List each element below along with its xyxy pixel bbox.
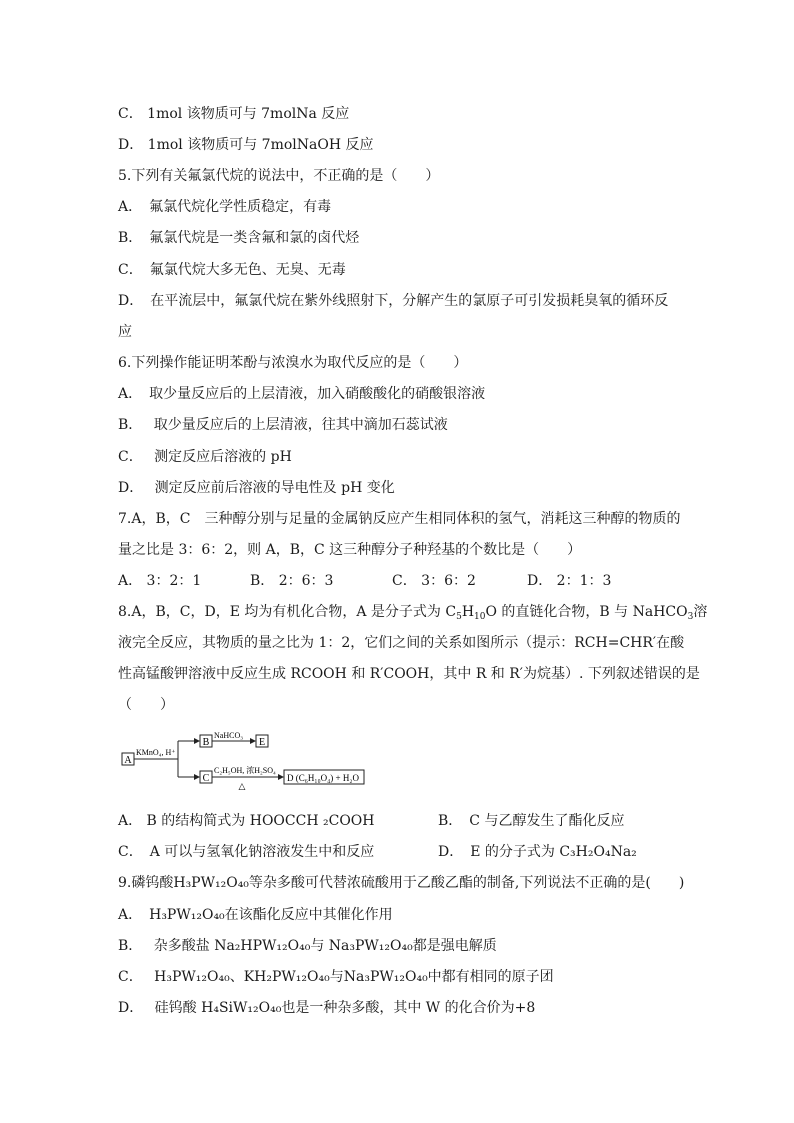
label-reagent: C₂H₅OH, 浓H₂SO₄ (214, 766, 276, 775)
q8-stem-line2: 液完全反应，其物质的量之比为 1：2，它们之间的关系如图所示（提示：RCH=CHR′在酸 (118, 635, 685, 651)
label-b: B (202, 737, 210, 748)
q8-option-c: C． A 可以与氢氧化钠溶液发生中和反应 (118, 844, 375, 860)
q9-option-b: B． 杂多酸盐 Na₂HPW₁₂O₄₀与 Na₃PW₁₂O₄₀都是强电解质 (118, 938, 497, 954)
q9-option-d: D． 硅钨酸 H₄SiW₁₂O₄₀也是一种杂多酸，其中 W 的化合价为+8 (118, 1000, 536, 1016)
q5-option-a: A． 氟氯代烷化学性质稳定，有毒 (118, 199, 332, 215)
label-e: E (258, 737, 266, 748)
label-nahco3: NaHCO₃ (214, 731, 244, 740)
q4-option-d: D． 1mol 该物质可与 7molNaOH 反应 (118, 137, 374, 153)
q5-option-d-line1: D． 在平流层中，氟氯代烷在紫外线照射下，分解产生的氯原子可引发损耗臭氧的循环反 (118, 293, 669, 309)
label-c: C (202, 773, 210, 784)
q8-option-b: B． C 与乙醇发生了酯化反应 (438, 813, 625, 829)
q8-stem-line3: 性高锰酸钾溶液中反应生成 RCOOH 和 R′COOH，其中 R 和 R′为烷基）. 下列叙述错误的是 (118, 666, 700, 682)
q9-option-c: C． H₃PW₁₂O₄₀、KH₂PW₁₂O₄₀与Na₃PW₁₂O₄₀中都有相同的原子团 (118, 969, 554, 985)
label-kmno4: KMnO₄, H⁺ (136, 748, 176, 757)
label-heat: △ (238, 781, 246, 791)
q4-option-c: C． 1mol 该物质可与 7molNa 反应 (118, 106, 350, 122)
q6-option-c: C． 测定反应后溶液的 pH (118, 449, 292, 465)
q8-stem-line4: （ ） (118, 697, 174, 713)
q7-option-c: C． 3：6：2 (392, 573, 476, 589)
q9-option-a: A． H₃PW₁₂O₄₀在该酯化反应中其催化作用 (118, 907, 393, 923)
label-a: A (124, 755, 132, 766)
q8-option-d: D． E 的分子式为 C₃H₂O₄Na₂ (438, 844, 637, 860)
q7-option-d: D． 2：1：3 (527, 573, 612, 589)
q6-option-b: B． 取少量反应后的上层清液，往其中滴加石蕊试液 (118, 417, 448, 433)
q7-stem-line2: 量之比是 3：6：2，则 A，B，C 这三种醇分子种羟基的个数比是（ ） (118, 542, 582, 558)
q8-stem-line1: 8.A，B，C，D，E 均为有机化合物，A 是分子式为 $C_5H_{10}O$ 的直链化合物，B 与 NaHCO$_3$溶 (118, 604, 708, 622)
q6-option-a: A． 取少量反应后的上层清液，加入硝酸酸化的硝酸银溶液 (118, 386, 486, 402)
q7-option-a: A． 3：2：1 (118, 573, 202, 589)
q5-option-d-line2: 应 (118, 324, 132, 340)
q8-option-a: A． B 的结构简式为 HOOCCH ₂COOH (118, 813, 375, 829)
q6-stem: 6.下列操作能证明苯酚与浓溴水为取代反应的是（ ） (118, 355, 468, 371)
label-d: D (C₆H₁₀O₄) + H₂O (287, 773, 360, 783)
q7-option-b: B． 2：6：3 (250, 573, 334, 589)
q5-stem: 5.下列有关氟氯代烷的说法中，不正确的是（ ） (118, 168, 440, 184)
q6-option-d: D． 测定反应前后溶液的导电性及 pH 变化 (118, 480, 395, 496)
q5-option-c: C． 氟氯代烷大多无色、无臭、无毒 (118, 262, 346, 278)
reaction-scheme (118, 731, 368, 793)
q9-stem: 9.磷钨酸H₃PW₁₂O₄₀等杂多酸可代替浓硫酸用于乙酸乙酯的制备,下列说法不正确的是( ) (118, 875, 685, 891)
q7-stem-line1: 7.A，B，C 三种醇分别与足量的金属钠反应产生相同体积的氢气，消耗这三种醇的物质的 (118, 511, 681, 527)
q5-option-b: B． 氟氯代烷是一类含氟和氯的卤代烃 (118, 230, 360, 246)
